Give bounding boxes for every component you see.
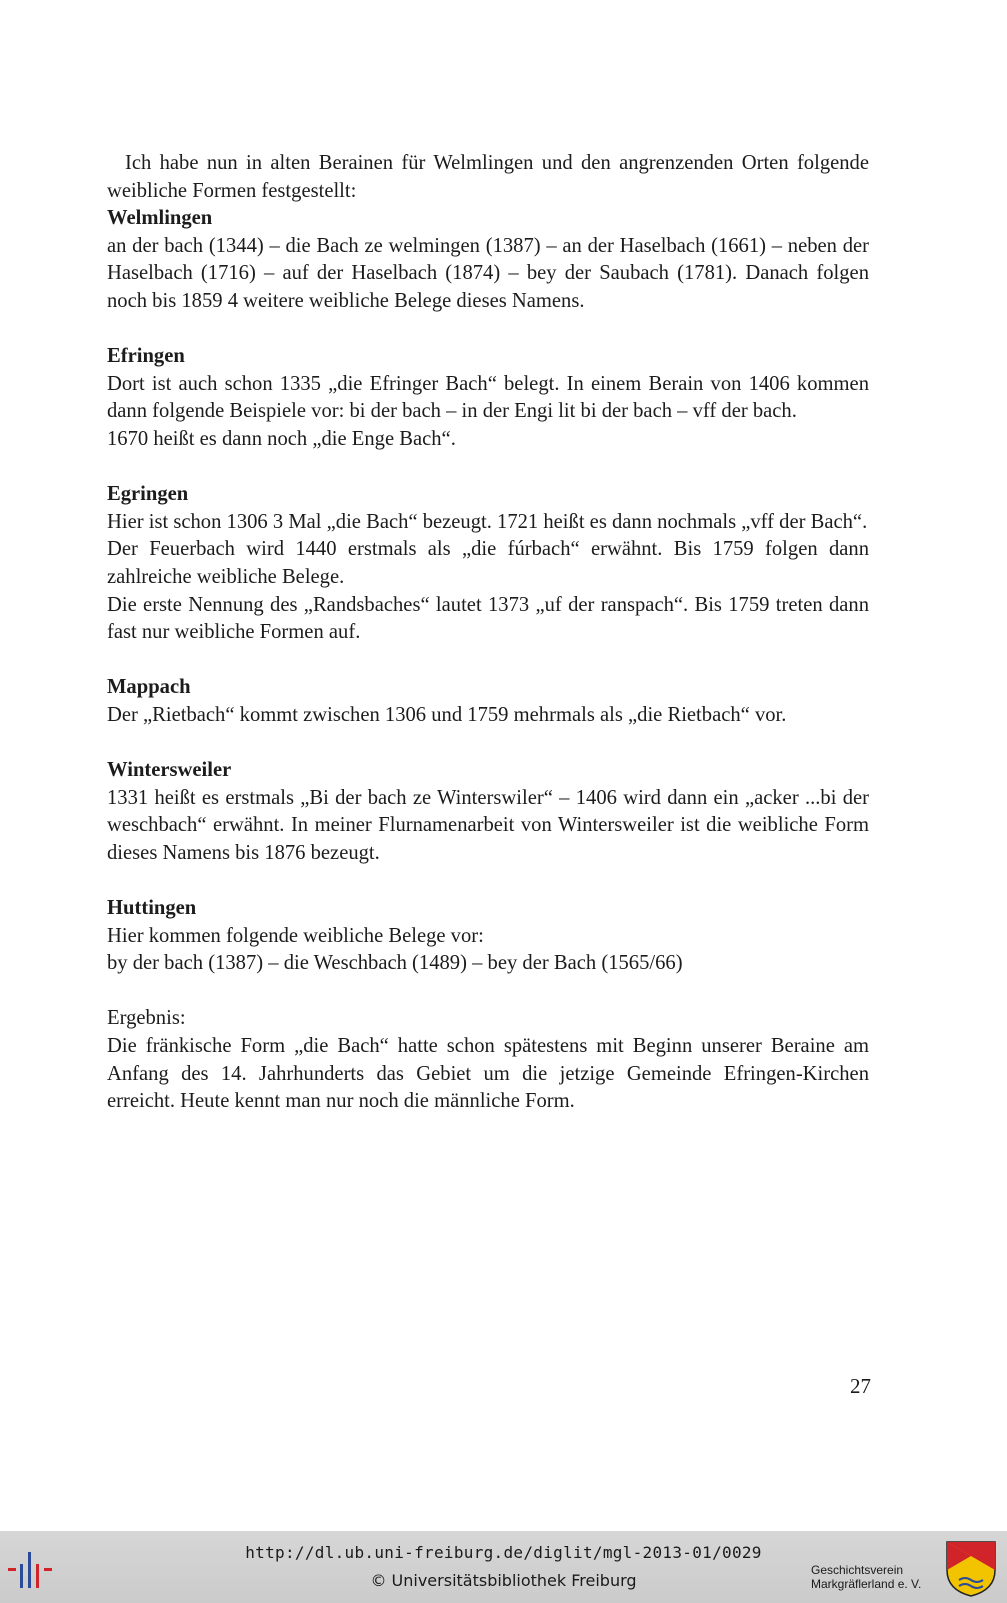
footer-copyright: © Universitätsbibliothek Freiburg [370,1571,637,1590]
section-paragraph: Die erste Nennung des „Randsbaches“ lautet 1373 „uf der ranspach“. Bis 1759 treten dann fast nur weibliche Formen auf. [107,593,869,644]
footer-bar [0,1531,1007,1603]
page-body [107,150,869,1116]
coat-of-arms-icon [945,1540,997,1598]
footer-society-name [811,1563,921,1591]
spacer [107,729,869,757]
spacer [107,978,869,1006]
section-heading-welmlingen: Welmlingen [107,207,213,230]
section-paragraph: Dort ist auch schon 1335 „die Efringer Bach“ belegt. In einem Berain von 1406 kommen dann folgende Beispiele vor: bi der bach – in der Engi lit bi der bach – vff der bach. [107,372,869,423]
spacer [107,867,869,895]
spacer [107,647,869,675]
society-line-1: Geschichtsverein [811,1563,904,1577]
section-heading-egringen: Egringen [107,483,189,506]
page-number: 27 [850,1374,871,1398]
intro-paragraph: Ich habe nun in alten Berainen für Welmlingen und den angrenzenden Orten folgende weibliche Formen festgestellt: [107,152,869,202]
spacer [107,316,869,344]
section-heading-mappach: Mappach [107,676,191,699]
section-heading-efringen: Efringen [107,345,185,368]
society-line-2: Markgräflerland e. V. [811,1577,922,1591]
section-paragraph: 1670 heißt es dann noch „die Enge Bach“. [107,427,456,450]
result-paragraph: Die fränkische Form „die Bach“ hatte schon spätestens mit Beginn unserer Beraine am Anfang des 14. Jahrhunderts das Gebiet um die jetzige Gemeinde Efringen-Kirchen erreicht. Heute kennt man nur noch die männliche Form. [107,1035,869,1113]
section-paragraph: Hier kommen folgende weibliche Belege vor: [107,924,484,947]
section-paragraph: 1331 heißt es erstmals „Bi der bach ze Winterswiler“ – 1406 wird dann ein „acker ...bi der weschbach“ erwähnt. In meiner Flurnamenarbeit von Wintersweiler ist die weibliche Form dieses Namens bis 1876 bezeugt. [107,786,869,864]
section-heading-wintersweiler: Wintersweiler [107,759,232,782]
section-paragraph: Der Feuerbach wird 1440 erstmals als „die fúrbach“ erwähnt. Bis 1759 folgen dann zahlreiche weibliche Belege. [107,538,869,588]
result-label: Ergebnis: [107,1007,186,1030]
spacer [107,454,869,482]
section-paragraph: by der bach (1387) – die Weschbach (1489) – bey der Bach (1565/66) [107,952,683,975]
section-paragraph: Der „Rietbach“ kommt zwischen 1306 und 1759 mehrmals als „die Rietbach“ vor. [107,703,787,726]
section-paragraph: an der bach (1344) – die Bach ze welmingen (1387) – an der Haselbach (1661) – neben der Haselbach (1716) – auf der Haselbach (1874) – bey der Saubach (1781). Danach folgen noch bis 1859 4 weitere weibliche Belege dieses Namens. [107,234,869,312]
footer-url-link[interactable]: http://dl.ub.uni-freiburg.de/diglit/mgl-2013-01/0029 [245,1543,762,1562]
section-paragraph: Hier ist schon 1306 3 Mal „die Bach“ bezeugt. 1721 heißt es dann nochmals „vff der Bach“. [107,510,868,533]
section-heading-huttingen: Huttingen [107,897,197,920]
